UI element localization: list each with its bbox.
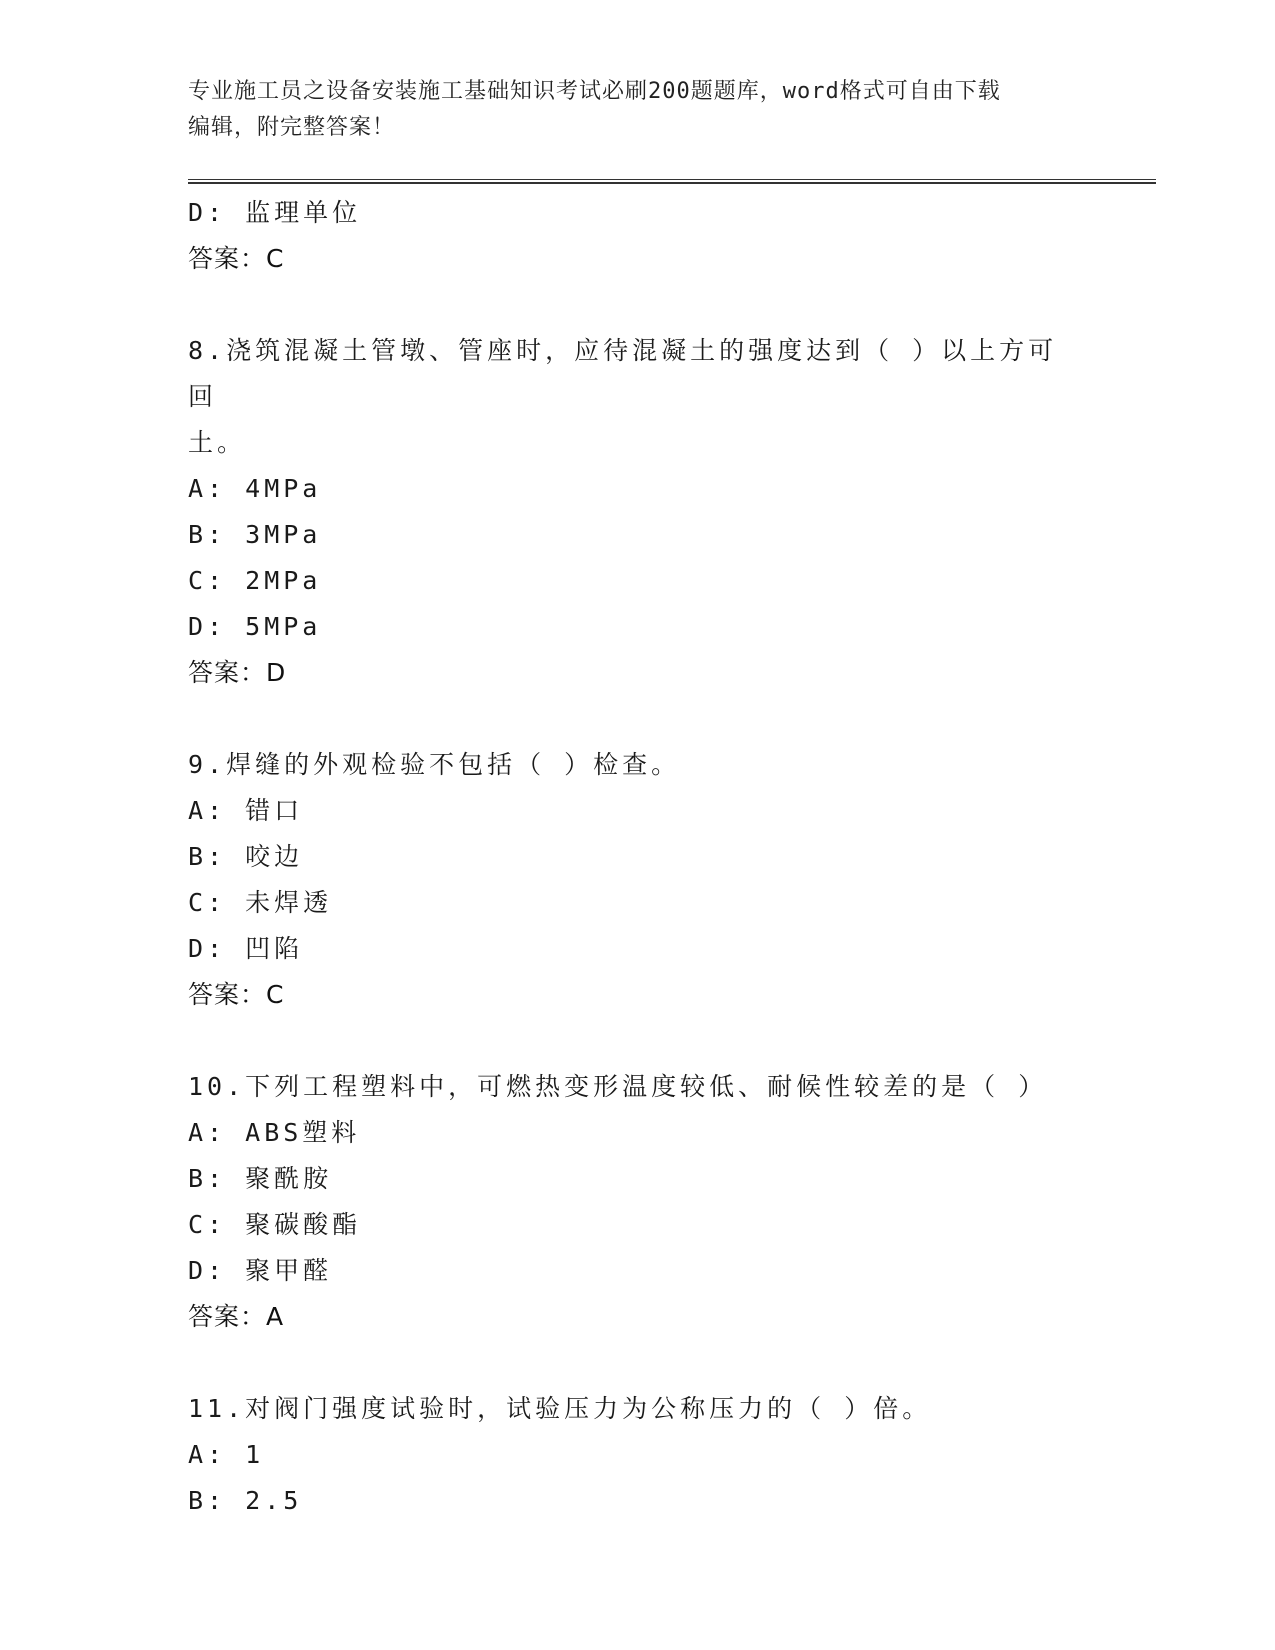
answer-line: 答案：A <box>188 1302 285 1331</box>
option-b: B: 2.5 <box>188 1486 303 1515</box>
option-d: D: 凹陷 <box>188 934 304 963</box>
answer-line: 答案：C <box>188 980 285 1009</box>
question-text-line2: 土。 <box>188 428 247 457</box>
option-c: C: 未焊透 <box>188 888 333 917</box>
option-c: C: 2MPa <box>188 566 322 595</box>
question-block-9 <box>188 742 1088 1018</box>
option-b: B: 3MPa <box>188 520 322 549</box>
header-divider-thin <box>188 179 1156 180</box>
option-a: A: 4MPa <box>188 474 322 503</box>
question-block-11 <box>188 1386 1088 1524</box>
header-title-line1: 专业施工员之设备安装施工基础知识考试必刷200题题库，word格式可自由下载 <box>188 79 1001 104</box>
option-d: D: 聚甲醛 <box>188 1256 333 1285</box>
question-block-10 <box>188 1064 1088 1340</box>
question-block-7-tail <box>188 190 1088 282</box>
option-a: A: ABS塑料 <box>188 1118 361 1147</box>
option-d: D: 5MPa <box>188 612 322 641</box>
option-b: B: 咬边 <box>188 842 304 871</box>
question-block-8 <box>188 328 1088 696</box>
question-text: 9.焊缝的外观检验不包括（ ）检查。 <box>188 750 681 779</box>
question-text: 11.对阀门强度试验时，试验压力为公称压力的（ ）倍。 <box>188 1394 932 1423</box>
option-b: B: 聚酰胺 <box>188 1164 333 1193</box>
header-title-line2: 编辑，附完整答案！ <box>188 115 396 140</box>
answer-line: 答案：C <box>188 244 285 273</box>
header-divider-thick <box>188 182 1156 184</box>
option-a: A: 1 <box>188 1440 265 1469</box>
question-text: 10.下列工程塑料中，可燃热变形温度较低、耐候性较差的是（ ） <box>188 1072 1048 1101</box>
option-a: A: 错口 <box>188 796 304 825</box>
document-header <box>188 74 1068 146</box>
question-text-line1: 8.浇筑混凝土管墩、管座时，应待混凝土的强度达到（ ）以上方可回 <box>188 336 1058 411</box>
question-list <box>188 190 1088 1524</box>
option-d: D: 监理单位 <box>188 198 362 227</box>
answer-line: 答案：D <box>188 658 287 687</box>
option-c: C: 聚碳酸酯 <box>188 1210 362 1239</box>
